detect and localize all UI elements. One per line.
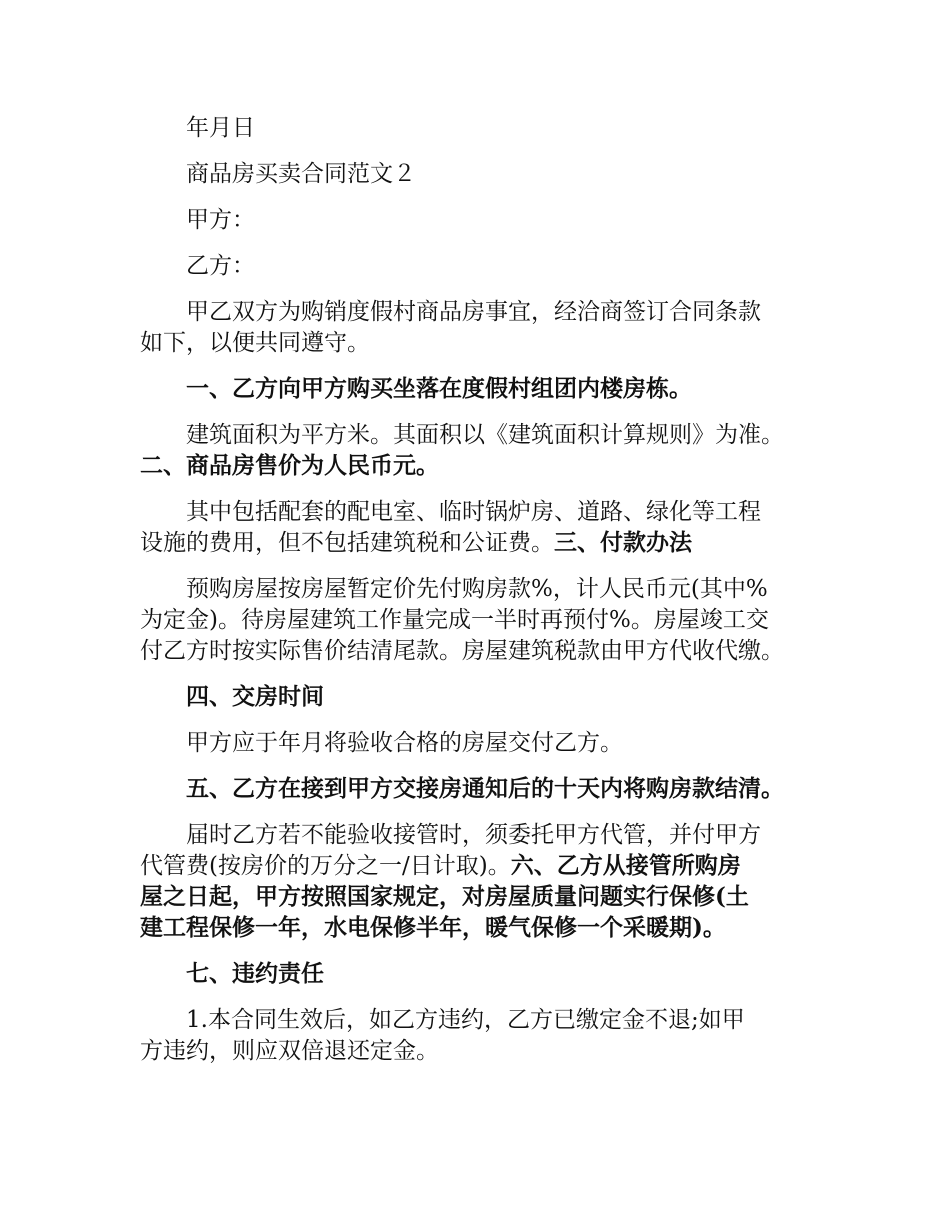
intro-line-2: 如下，以便共同遵守。 bbox=[140, 330, 370, 356]
delivery-line: 甲方应于年月将验收合格的房屋交付乙方。 bbox=[186, 730, 623, 756]
payment-line-3: 付乙方时按实际售价结清尾款。房屋建筑税款由甲方代收代缴。 bbox=[140, 638, 784, 664]
warranty-line-1: 屋之日起，甲方按照国家规定，对房屋质量问题实行保修(土 bbox=[140, 883, 749, 910]
party-b-line: 乙方： bbox=[186, 253, 255, 279]
intro-line-1: 甲乙双方为购销度假村商品房事宜，经洽商签订合同条款 bbox=[186, 299, 761, 325]
custody-text: 代管费(按房价的万分之一/日计取)。 bbox=[140, 853, 511, 879]
party-a-line: 甲方： bbox=[186, 207, 255, 233]
price-detail-line-1: 其中包括配套的配电室、临时锅炉房、道路、绿化等工程 bbox=[186, 499, 761, 525]
price-detail-line-2 bbox=[140, 529, 692, 557]
payment-line-2: 为定金)。待房屋建筑工作量完成一半时再预付%。房屋竣工交 bbox=[140, 607, 769, 633]
section-6-heading: 六、乙方从接管所购房 bbox=[510, 852, 741, 879]
date-line: 年月日 bbox=[186, 115, 255, 141]
custody-line-1: 届时乙方若不能验收接管时，须委托甲方代管，并付甲方 bbox=[186, 822, 761, 848]
custody-line-2 bbox=[140, 852, 741, 880]
section-1-heading: 一、乙方向甲方购买坐落在度假村组团内楼房栋。 bbox=[186, 375, 692, 402]
area-line: 建筑面积为平方米。其面积以《建筑面积计算规则》为准。 bbox=[186, 422, 784, 448]
breach-line-2: 方违约，则应双倍退还定金。 bbox=[140, 1038, 439, 1064]
price-detail-text: 设施的费用，但不包括建筑税和公证费。 bbox=[140, 530, 554, 556]
section-5-heading: 五、乙方在接到甲方交接房通知后的十天内将购房款结清。 bbox=[186, 775, 784, 802]
section-4-heading: 四、交房时间 bbox=[186, 683, 324, 710]
section-2-heading: 二、商品房售价为人民币元。 bbox=[140, 452, 439, 479]
document-title: 商品房买卖合同范文２ bbox=[186, 161, 416, 187]
section-7-heading: 七、违约责任 bbox=[186, 960, 324, 987]
section-3-heading: 三、付款办法 bbox=[554, 529, 692, 556]
breach-line-1: 1.本合同生效后，如乙方违约，乙方已缴定金不退;如甲 bbox=[186, 1007, 745, 1033]
warranty-line-2: 建工程保修一年，水电保修半年，暖气保修一个采暖期)。 bbox=[140, 914, 726, 941]
payment-line-1: 预购房屋按房屋暂定价先付购房款%，计人民币元(其中% bbox=[186, 576, 768, 602]
